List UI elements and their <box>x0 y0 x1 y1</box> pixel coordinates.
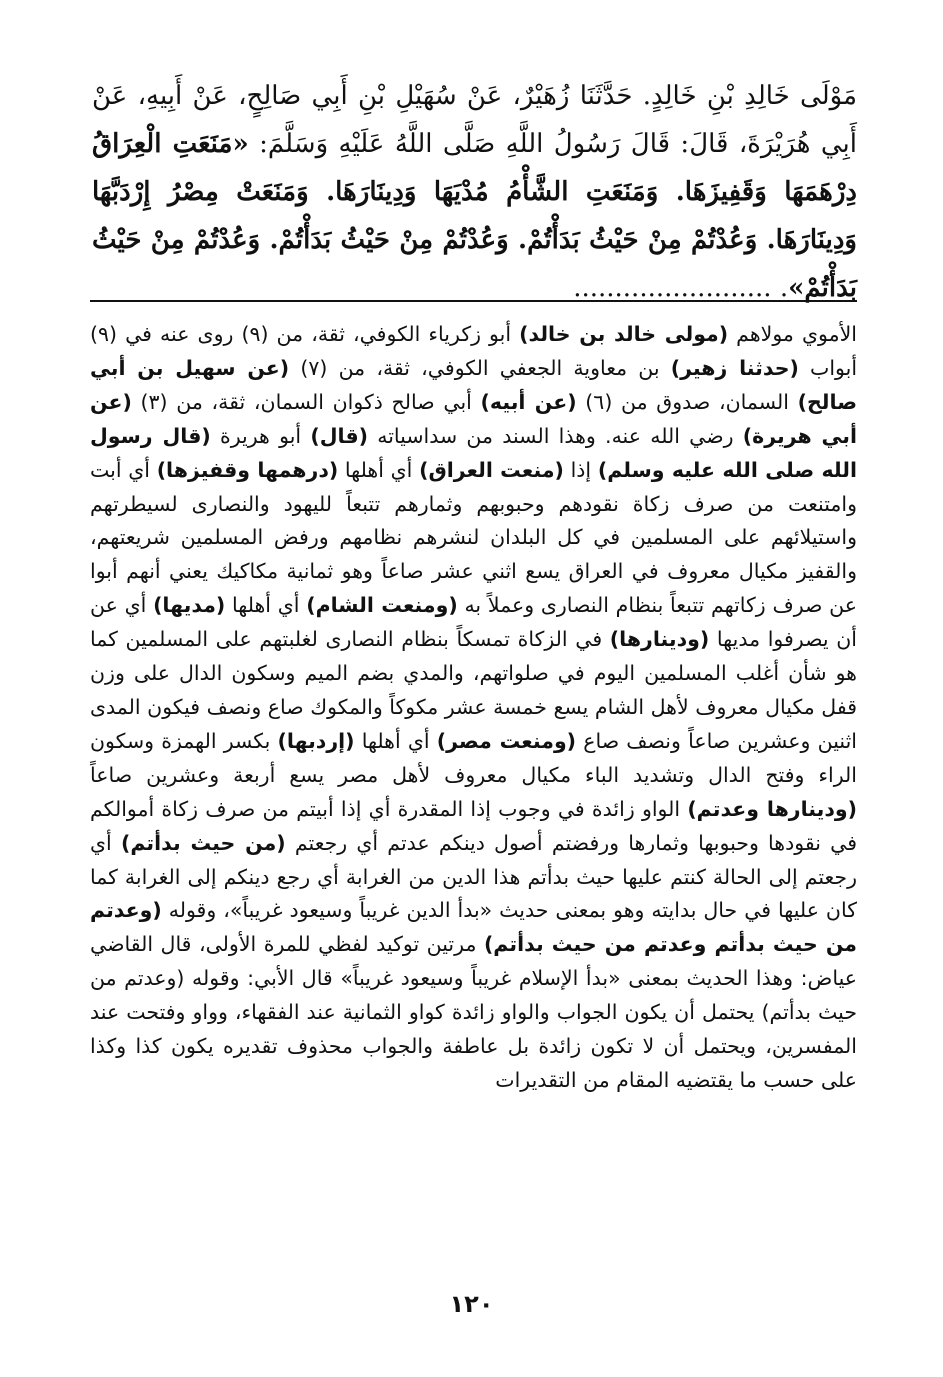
quoted-phrase: (عن سهيل بن أبي صالح) <box>82 355 858 414</box>
hadith-text <box>82 72 858 312</box>
quoted-phrase: (منعت العراق) <box>419 457 564 482</box>
commentary-span: إذا <box>563 457 598 482</box>
continuation-dots: . ........................ <box>573 273 789 303</box>
quoted-phrase: (عن أبيه) <box>480 389 577 414</box>
quoted-phrase: (درهمها وقفيزها) <box>156 457 339 482</box>
quoted-phrase: (وعدتم من حيث بدأتم وعدتم من حيث بدأتم) <box>82 898 857 957</box>
quoted-phrase: (حدثنا زهير) <box>670 355 799 380</box>
commentary-span: أبو هريرة <box>210 423 311 448</box>
commentary-span: مرتين توكيد لفظي للمرة الأولى، قال القاضي عياض: وهذا الحديث بمعنى «بدأ الإسلام غريباً وسيعود غريباً» قال الأبي: وقوله (وعدتم من حيث بدأتم) يحتمل أن يكون الجواب والواو زائدة كواو الثمانية عند الفقهاء، وواو وفتحت عند المفسرين، ويحتمل أن لا تكون زائدة بل عاطفة والجواب محذوف تقديره يكون كذا وكذا على حسب ما يقتضيه المقام من التقديرات <box>83 932 857 1092</box>
commentary-span: في الزكاة تمسكاً بنظام النصارى لغلبتهم على المسلمين كما هو شأن أغلب المسلمين اليوم في صلواتهم، والمدي بضم الميم وسكون الدال على وزن قفل مكيال معروف لأهل الشام يسع خمسة عشر مكوكاً والمكوك صاع ونصف فيكون المدى اثنين وعشرين صاعاً ونصف صاع <box>83 627 857 753</box>
quoted-phrase: (ودينارها وعدتم) <box>687 796 857 821</box>
footnote-separator <box>90 300 857 302</box>
commentary-span: أبو زكرياء الكوفي، ثقة، من (٩) روى عنه في (٩) أبواب <box>83 322 858 380</box>
quoted-phrase: (ودينارها) <box>609 627 710 652</box>
hadith-chain: مَوْلَى خَالِدِ بْنِ خَالِدٍ. حَدَّثَنَا زُهَيْرٌ، عَنْ سُهَيْلِ بْنِ أَبِي صَالِحٍ، عَنْ أَبِيهِ، عَنْ أَبِي هُرَيْرَةَ، قَالَ: قَالَ رَسُولُ اللَّهِ صَلَّى اللَّهُ عَلَيْهِ وَسَلَّمَ: <box>83 81 858 159</box>
quoted-phrase: (من حيث بدأتم) <box>120 830 286 855</box>
quoted-phrase: (قال رسول الله صلى الله عليه وسلم) <box>82 423 857 482</box>
commentary-span: الأموي مولاهم <box>728 322 857 346</box>
commentary-span: السمان، صدوق من (٦) <box>576 389 798 414</box>
page-number: ١٢٠ <box>449 1290 494 1318</box>
commentary-span: بكسر الهمزة وسكون الراء وفتح الدال وتشديد الباء مكيال معروف لأهل مصر يسع أربعة وعشرين صاعاً <box>83 728 857 787</box>
commentary-span: الواو زائدة في وجوب إذا المقدرة أي إذا أبيتم من صرف زكاة أموالكم في نقودها وحبوبها وثمارها ورفضتم أصول دينكم عدتم أي رجعتم <box>83 796 857 855</box>
commentary-span: أي أهلها <box>338 457 420 482</box>
commentary-span: أي عن أن يصرفوا مديها <box>83 593 857 652</box>
commentary-span: أي أهلها <box>225 593 307 618</box>
quoted-phrase: (عن أبي هريرة) <box>82 389 858 448</box>
commentary-span: رضي الله عنه. وهذا السند من سداسياته <box>368 423 743 448</box>
quoted-phrase: (إردبها) <box>277 728 355 753</box>
commentary-span: أي أبت وامتنعت من صرف زكاة نقودهم وحبوبهم وثمارهم تتبعاً لليهود والنصارى لسيطرتهم واستيلائهم على المسلمين في كل البلدان لنشرهم نظامهم ورفض المسلمين شريعتهم، والقفيز مكيال معروف في العراق يسع اثني عشر صاعاً وهو ثمانية مكاكيك يعني أنهم أبوا عن صرف زكاتهم تتبعاً بنظام النصارى وعملاً به <box>83 457 857 618</box>
commentary-span: أبي صالح ذكوان السمان، ثقة، من (٣) <box>131 389 481 414</box>
quoted-phrase: (مديها) <box>153 593 226 618</box>
commentary-text <box>82 318 858 1098</box>
commentary-span: أي أهلها <box>354 728 437 753</box>
quoted-phrase: (قال) <box>310 423 368 448</box>
commentary-span: بن معاوية الجعفي الكوفي، ثقة، من (٧) <box>289 355 671 380</box>
quoted-phrase: (ومنعت مصر) <box>436 728 577 753</box>
quoted-phrase: (ومنعت الشام) <box>306 593 458 618</box>
commentary-span: أي رجعتم إلى الحالة كنتم عليها حيث بدأتم هذا الدين من الغرابة أي رجع دينكم إلى الغرابة كما كان عليها في حال بدايته وهو بمعنى حديث «بدأ الدين غريباً وسيعود غريباً»، وقوله <box>83 830 857 923</box>
quoted-phrase: (مولى خالد بن خالد) <box>519 322 729 346</box>
hadith-matn: «مَنَعَتِ الْعِرَاقُ دِرْهَمَهَا وَقَفِيزَهَا. وَمَنَعَتِ الشَّأْمُ مُدْيَهَا وَدِينَارَهَا. وَمَنَعَتْ مِصْرُ إِرْدَبَّهَا وَدِينَارَهَا. وَعُدْتُمْ مِنْ حَيْثُ بَدَأْتُمْ. وَعُدْتُمْ مِنْ حَيْثُ بَدَأْتُمْ. وَعُدْتُمْ مِنْ حَيْثُ بَدَأْتُمْ» <box>82 129 857 303</box>
